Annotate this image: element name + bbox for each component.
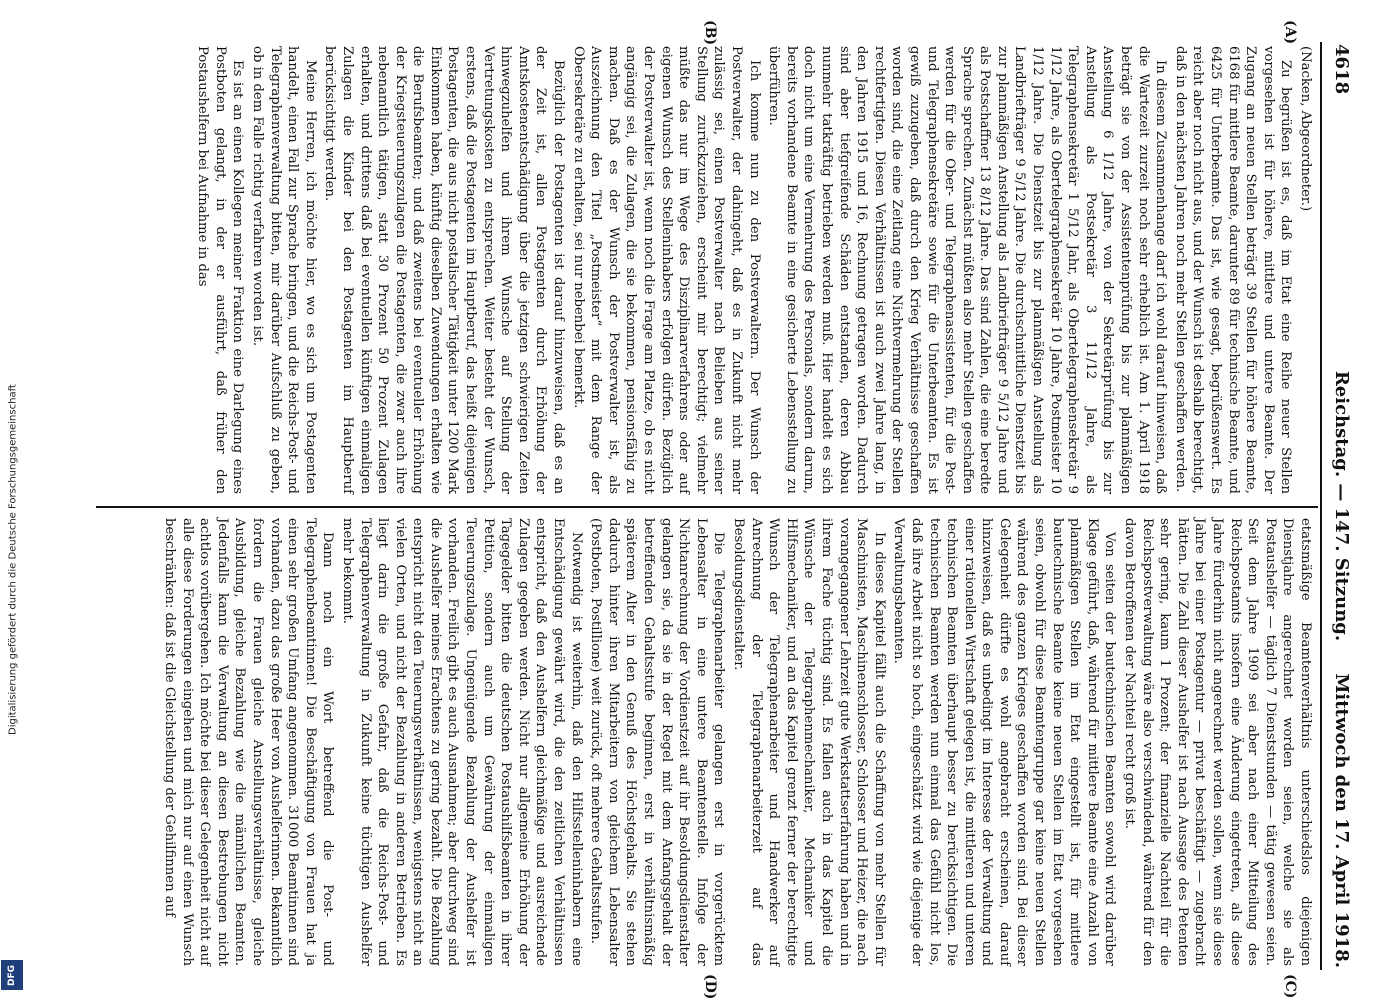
margin-mark-c: (C) [1282,974,1298,999]
left-column [192,46,1314,494]
page-number: 4618 [1331,44,1352,95]
paragraph: Die Telegraphenarbeiter gelangen erst in vorgerücktem Lebensalter in eine untere Beamtenstelle. Infolge der Nichtanrechnung der Vordienstzeit auf ihr Besoldungsdienstalter gelangen sie, da sie in der Regel mit dem Anfangsgehalt der betreffenden Gehaltsstufe beginnen, erst in verhältnismäßig späterem Alter in den Genuß des Höchstgehalts. Sie stehen dadurch hinter ihren Mitarbeitern von gleichem Lebensalter (Postboten, Postillione) weit zurück, oft mehrere Gehaltsstufen. [588,518,727,966]
header-title: Reichstag. — 147. Sitzung. [1331,370,1352,642]
paragraph: Meine Herren, ich möchte hier, wo es sich um Postagenten handelt, einen Fall zur Sprache bringen, und die Reichs-Post- und Telegraphenverwaltung bitten, mir darüber Aufschluß zu geben, ob in dem Falle richtig verfahren worden ist. [249,46,318,494]
left-margin-strip [0,0,26,1000]
column-divider [96,506,1318,508]
rotated-page-content [96,20,1358,1000]
funding-note: Digitalisierung gefördert durch die Deutsche Forschungsgemeinschaft [7,384,19,736]
paragraph: Ich komme nun zu den Postverwaltern. Der Wunsch der Postverwalter, der dahingeht, daß es in Zukunft nicht mehr zulässig sei, einen Postverwalter nach Belieben aus seiner Stellung zurückzuziehen, erscheint mir berechtigt; vielmehr müßte das nur im Wege des Disziplinarverfahrens oder auf eigenen Wunsch des Stelleninhabers erfolgen dürfen. Bezüglich der Postverwalter ist, wenn noch die Frage am Platze, ob es nicht angängig sei, die Zulagen, die sie bekommen, pensionsfähig zu machen. Daß es der Wunsch der Postverwalter ist, als Auszeichnung den Titel „Postmeister“ mit dem Range der Obersekretäre zu erhalten, sei nur nebenbei bemerkt. [570,46,762,494]
paragraph: Zu begrüßen ist es, daß im Etat eine Reihe neuer Stellen vorgesehen ist für höhere, mittlere und untere Beamte. Der Zugang an neuen Stellen beträgt 39 Stellen für höhere Beamte, 6168 für mittlere Beamte, darunter 89 für technische Beamte, und 6425 für Unterbeamte. Das ist, wie gesagt, begrüßenswert. Es reicht aber noch nicht aus, und der Wunsch ist deshalb berechtigt, daß in den nächsten Jahren noch mehr Stellen geschaffen werden. [1172,46,1294,494]
speaker-label: (Nacken, Abgeordneter.) [1298,46,1313,212]
margin-mark-d: (D) [702,974,718,1000]
paragraph: Bezüglich der Postagenten ist darauf hinzuweisen, daß es an der Zeit ist, allen Postagenten durch Erhöhung der Amtskostenentschädigung über die jetzigen schwierigen Zeiten hinwegzuhelfen und ihrem Wunsche auf Stellung der Vertretungskosten zu entsprechen. Weiter besteht der Wunsch, erstens, daß die Postagenten im Hauptberuf, das heißt diejenigen Postagenten, die aus nicht postalischer Tätigkeit unter 1200 Mark Einkommen haben, künftig dieselben Zuwendungen erhalten wie die Berufsbeamten; und daß zweitens bei eventueller Erhöhung der Kriegsteuerungszulagen die Postagenten, die zwar auch ihre nebenamtlich tätigen, statt 30 Prozent 50 Prozent Zulagen erhalten, und drittens daß bei eventuellen künftigen einmaligen Zulagen die Kinder bei den Postagenten im Hauptberuf berücksichtigt werden. [322,46,567,494]
header-date: Mittwoch den 17. April 1918. [1331,673,1352,968]
margin-mark-a: (A) [1282,20,1298,45]
paragraph: Es ist an einen Kollegen meiner Fraktion eine Darlegung eines Postboten gelangt, in der er ausführt, daß früher den Postaushelfern bei Aufnahme in das [195,46,246,494]
margin-mark-b: (B) [702,20,718,46]
paragraph: Von seiten der bautechnischen Beamten sowohl wird darüber Klage geführt, daß, während für mittlere Beamte eine Anzahl von planmäßigen Stellen im Etat eingestellt ist, für mittlere bautechnische Beamte keine neuen Stellen im Etat vorgesehen seien, obwohl für diese Beamtengruppe gar keine neuen Stellen während des ganzen Krieges geschaffen worden sind. Bei dieser Gelegenheit dürfte es wohl angebracht erscheinen, darauf hinzuweisen, daß es unbedingt im Interesse der Verwaltung und einer rationellen Wirtschaft gelegen ist, die mittleren und unteren technischen Beamten überhaupt besser zu berücksichtigen. Die technischen Beamten werden nun einmal das Gefühl nicht los, daß ihre Arbeit nicht so hoch, eingeschätzt wird wie diejenige der Verwaltungsbeamten. [891,518,1118,966]
dfg-logo: DFG [1,960,23,990]
paragraph: In dieses Kapitel fällt auch die Schaffung von mehr Stellen für Maschinisten, Maschinenschlosser, Schlosser und Heizer, die nach vorangegangener Lehrzeit gute Werkstattserfahrung haben und in ihrem Fache tüchtig sind. Es fallen auch in das Kapitel die Wünsche der Telegraphenmechaniker, Mechaniker und Hilfsmechaniker, und an das Kapitel grenzt ferner der berechtigte Wunsch der Telegraphenarbeiter und Handwerker auf Anrechnung der Telegraphenarbeiterzeit auf das Besoldungsdienstalter. [731,518,887,966]
right-column [158,518,1314,966]
paragraph: Notwendig ist weiterhin, daß den Hilfsstelleninhabern eine Entschädigung gewährt wird, die den zeitlichen Verhältnissen entspricht, daß den Aushelfern gleichmäßige und ausreichende Zulagen gegeben werden. Nicht nur allgemeine Erhöhung der Tagegelder bitten die deutschen Postaushilfsbeamten in ihrer Petition, sondern auch um Gewährung der einmaligen Teuerungszulage. Ungenügende Bezahlung der Aushelfer ist vorhanden. Freilich gibt es auch Ausnahmen; aber durchweg sind die Aushelfer meines Erachtens zu gering bezahlt. Die Bezahlung entspricht nicht den Teuerungsverhältnissen, wenigstens nicht an vielen Orten, und nicht der Bezahlung in anderen Betrieben. Es liegt darin die große Gefahr, daß die Reichs-Post- und Telegraphenverwaltung in Zukunft keine tüchtigen Aushelfer mehr bekommt. [339,518,584,966]
paragraph: Dann noch ein Wort betreffend die Post- und Telegraphenbeamtinnen! Die Beschäftigung von Frauen hat ja einen sehr großen Umfang angenommen. 31000 Beamtinnen sind vorhanden, dazu das große Heer von Aushelferinnen. Bekanntlich fordern die Frauen gleiche Anstellungsverhältnisse, gleiche Ausbildung, gleiche Bezahlung wie die männlichen Beamten. Jedenfalls kann die Verwaltung an diesen Bestrebungen nicht achtlos vorübergehen. Ich möchte bei dieser Gelegenheit nicht auf alle diese Forderungen eingehen und mich nur auf einen Wunsch beschränken: daß ist die Gleichstellung der Gehilfinnen auf [162,518,336,966]
scanned-page [96,20,1358,1000]
paragraph: In diesem Zusammenhange darf ich wohl darauf hinweisen, daß die Wartezeit zurzeit noch sehr erheblich ist. Am 1. April 1918 beträgt sie von der Assistentenprüfung bis zur planmäßigen Anstellung 6 1/12 Jahre, von der Sekretärprüfung bis zur Anstellung als Postsekretär 3 11/12 Jahre, als Telegraphensekretär 1 5/12 Jahr, als Obertelegraphensekretär 9 1/12 Jahre, als Obertelegraphensekretär 10 Jahre, Postmeister 10 1/12 Jahre. Die Dienstzeit bis zur planmäßigen Anstellung als Landbriefträger 9 5/12 Jahre. Die durchschnittliche Dienstzeit bis zur planmäßigen Anstellung als Landbriefträger 9 5/12 Jahre und als Postschaffner 13 8/12 Jahre. Das sind Zahlen, die eine beredte Sprache sprechen. Zunächst müßten also mehr Stellen geschaffen werden für die Ober- und Telegraphenassistenten, für die Post- und Telegraphensekretäre sowie für die Unterbeamten. Es ist gewiß zuzugeben, daß durch den Krieg Verhältnisse geschaffen worden sind, die eine Zeitlang eine Nichtvermehrung der Stellen rechtfertigten. Diesen Verhältnissen ist auch zwei Jahre lang, in den Jahren 1915 und 16, Rechnung getragen worden. Dadurch sind aber tiefgreifende Schäden entstanden, deren Abbau nunmehr tatkräftig betrieben werden muß. Hier handelt es sich doch nicht um eine Vermehrung des Personals, sondern darum, bereits vorhandene Beamte in eine gesicherte Lebensstellung zu überführen. [766,46,1169,494]
page-header [1320,42,1358,970]
paragraph: etatsmäßige Beamtenverhältnis unterschiedslos diejenigen Dienstjahre angerechnet worden seien, welche sie als Postaushelfer — täglich 7 Dienststunden — tätig gewesen seien. Seit dem Jahre 1909 sei aber nach einer Mitteilung des Reichspostamts insofern eine Änderung eingetreten, als diese Jahre fürderhin nicht angerechnet werden sollen, wenn sie diese Jahre bei einer Postagentur — privat beschäftigt — zugebracht hätten. Die Zahl dieser Aushelfer ist nach Aussage des Petenten sehr gering, kaum 1 Prozent; der finanzielle Nachteil für die Reichspostverwaltung wäre also verschwindend, während für den davon Betroffenen der Nachteil recht groß ist. [1122,518,1313,966]
